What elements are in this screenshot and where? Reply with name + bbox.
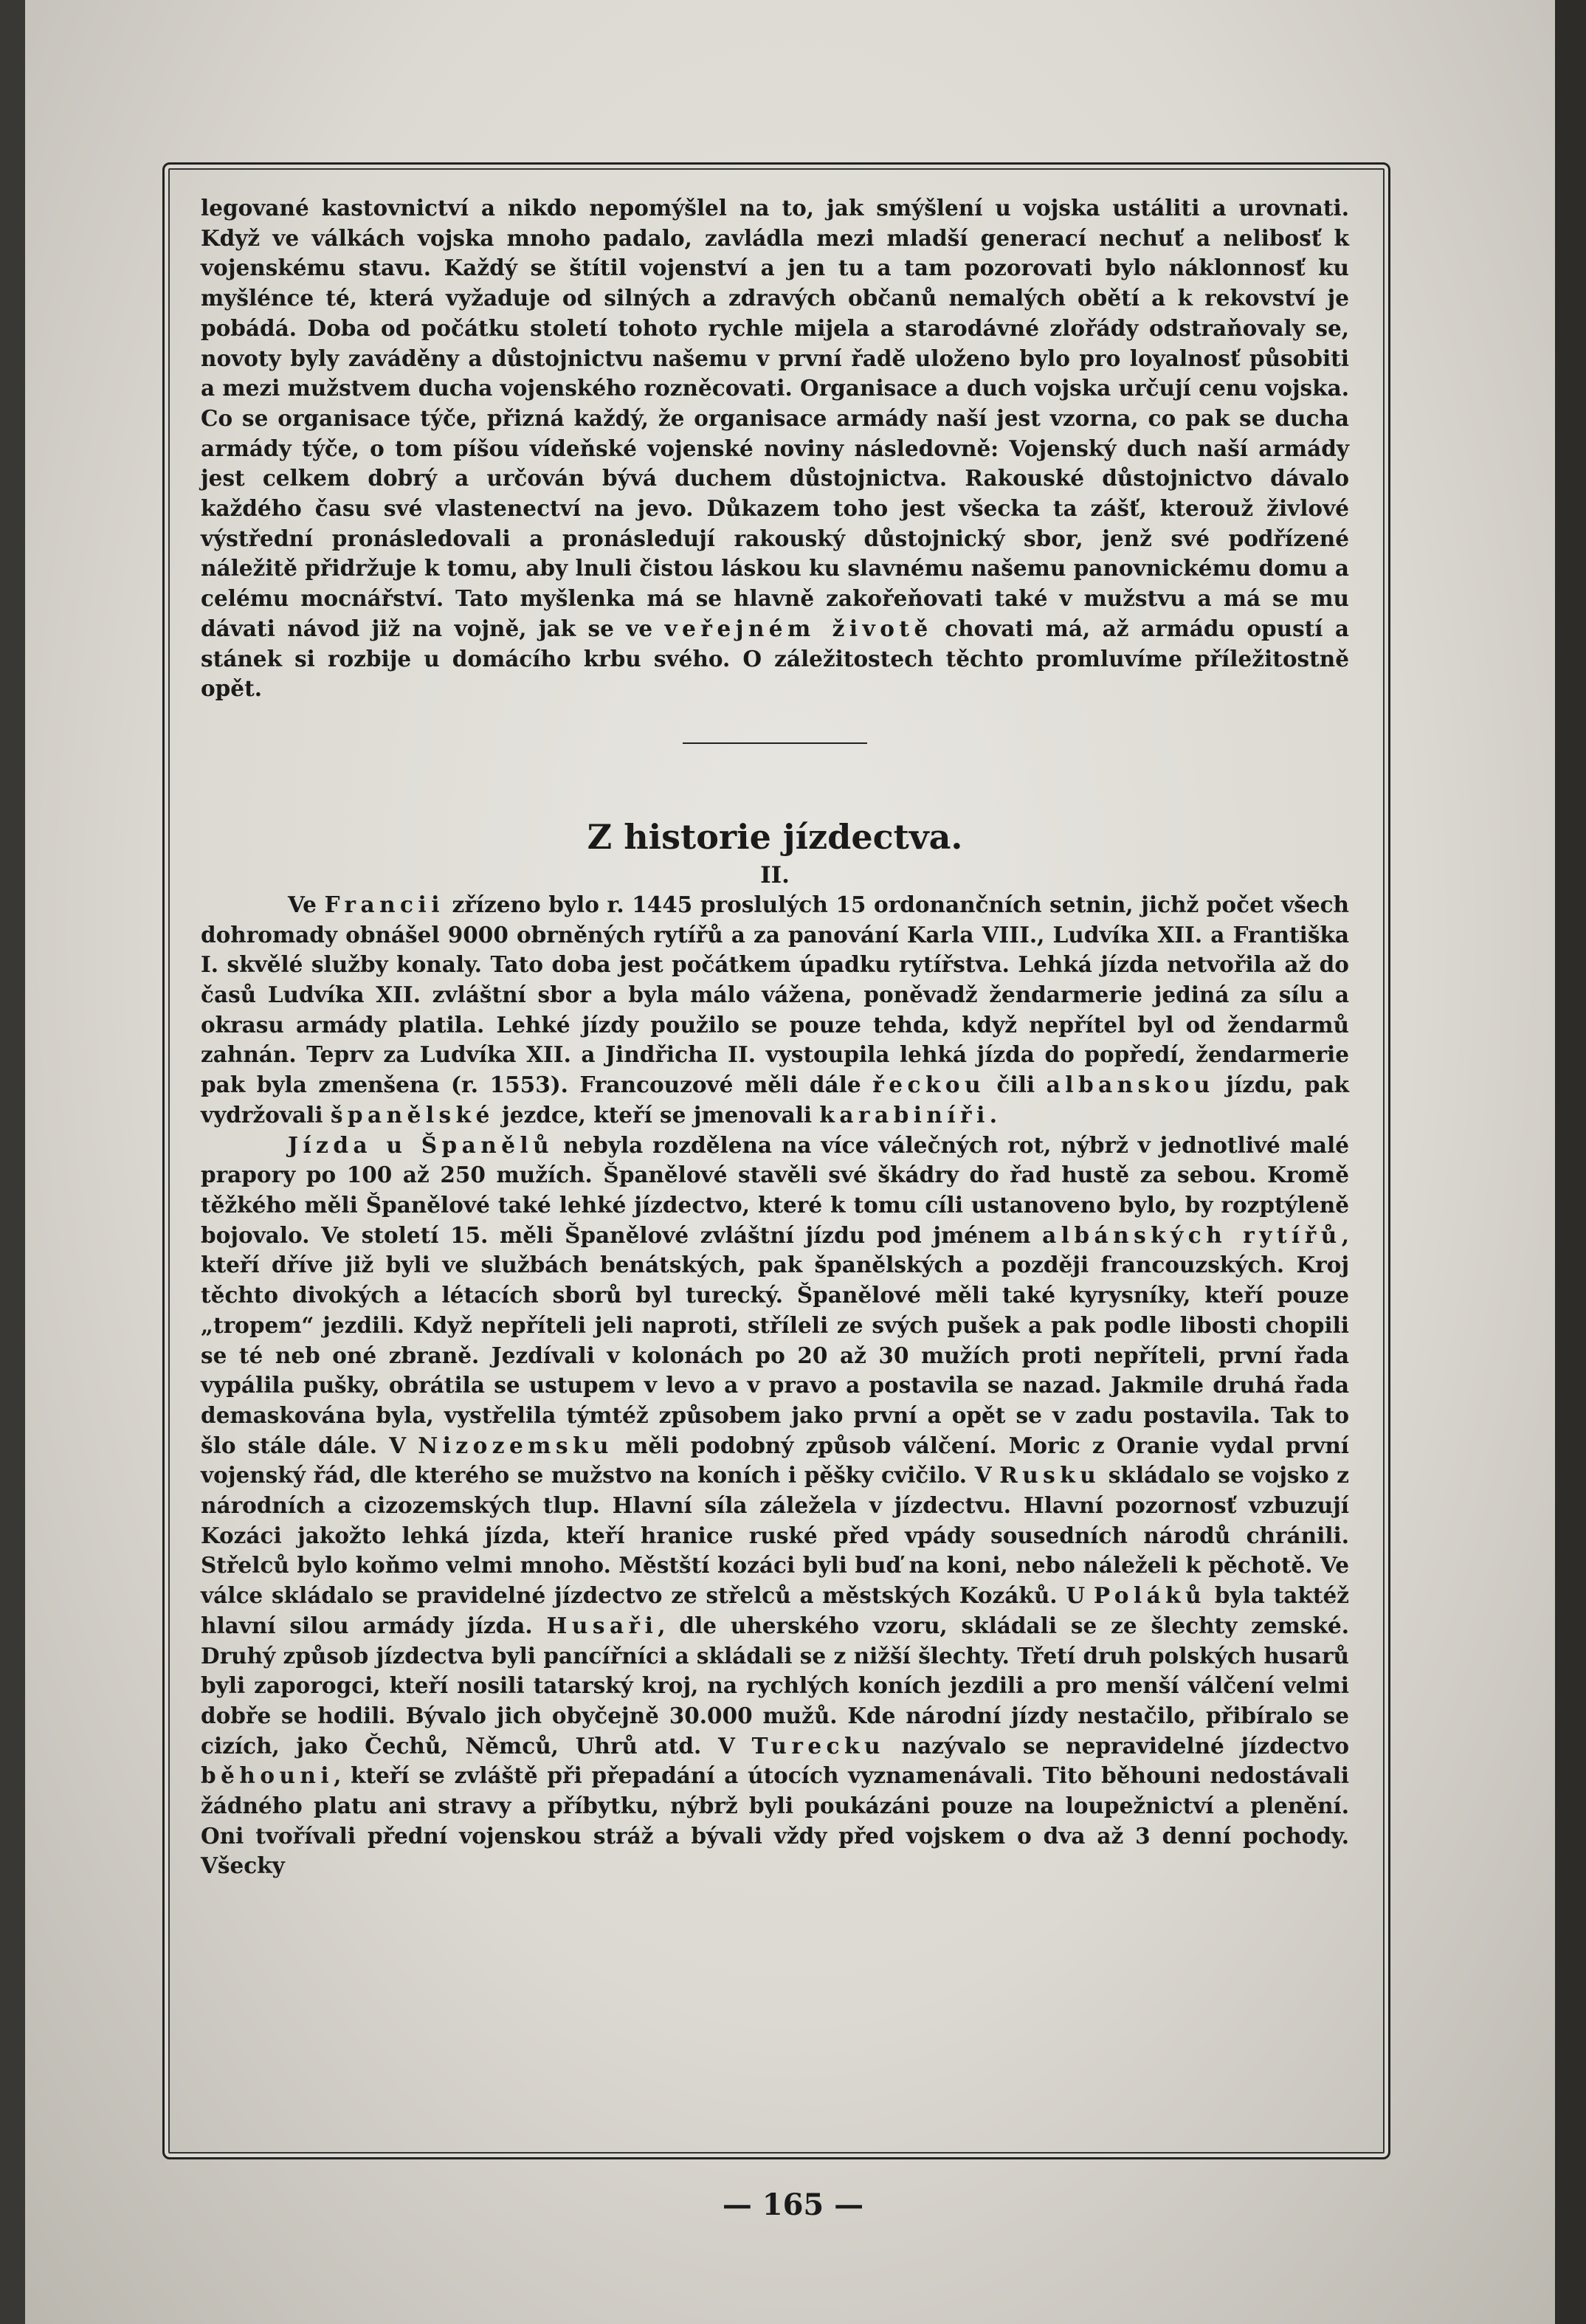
p2-text-c: měli podobný způsob válčení. Moric z Oranie vydal první vojenský řád, dle kterého se mužstvo na koních i pěšky cvičilo. V xyxy=(201,1432,1349,1489)
p1-text-e: jezdce, kteří se jmenovali xyxy=(494,1101,820,1128)
p2-spaced-jizda-u-spanelu: Jízda u Španělů xyxy=(288,1131,554,1158)
intro-spaced-phrase: veřejném životě xyxy=(664,615,933,641)
article-title: Z historie jízdectva. xyxy=(587,816,963,857)
scan-edge-left xyxy=(0,0,25,2324)
p2-text-d: skládalo se vojsko z národních a cizozemských tlup. Hlavní síla záležela v jízdectvu. Hlavní pozornosť vzbuzují Kozáci jakožto lehká jízda, kteří hranice ruské před vpády sousedních národů chránili. Střelců bylo koňmo velmi mnoho. Městští kozáci byli buď na koni, nebo náleželi k pěchotě. Ve válce skládalo se pravidelné jízdectvo ze střelců a městských Kozáků. U xyxy=(201,1462,1350,1609)
p1-text-d: jízdu, pak vydržovali xyxy=(201,1072,1349,1128)
p1-spaced-albanskou: albanskou xyxy=(1046,1072,1215,1098)
intro-text-a: legované kastovnictví a nikdo nepomýšlel na to, jak smýšlení u vojska ustáliti a urovnati. Když ve válkách vojska mnoho padalo, zavládla mezi mladší generací nechuť a nelibosť k vojenskému stavu. Každý se štítil vojenství a jen tu a tam pozorovati bylo náklonnosť ku myšlénce té, která vyžaduje od silných a zdravých občanů nemalých obětí a k rekovství je pobádá. Doba od počátku století tohoto rychle mijela a starodávné zlořády odstraňovaly se, novoty byly zaváděny a důstojnictvu našemu v první řadě uloženo bylo pro loyalnosť působiti a mezi mužstvem ducha vojenského rozněcovati. Organisace a duch vojska určují cenu vojska. Co se organisace týče, přizná každý, že organisace armády naší jest vzorna, co pak se ducha armády týče, o tom píšou vídeňské vojenské noviny následovně: Vojenský duch naší armády jest celkem dobrý a určován bývá duchem důstojnictva. Rakouské důstojnictvo dávalo každého času své vlastenectví na jevo. Důkazem toho jest všecka ta zášť, kterouž živlové výstřední pronásledovali a pronásledují rakouský důstojnický sbor, jenž své podřízené náležitě přidržuje k tomu, aby lnuli čistou láskou ku slavnému našemu panovnickému domu a celému mocnářství. Tato myšlenka má se hlavně zakořeňovati také v mužstvu a má se mu dávati návod již na vojně, jak se ve xyxy=(201,195,1349,641)
p1-spaced-spanelske: španělské xyxy=(330,1101,494,1128)
page-number: — 165 — xyxy=(722,2187,864,2222)
p2-text-h: , kteří se zvláště při přepadání a útocích vyznamenávali. Tito běhouni nedostávali žádného platu ani stravy a příbytku, nýbrž byli poukázáni pouze na loupežnictví a plenění. Oni tvořívali přední vojenskou stráž a bývali vždy před vojskem o dva až 3 denní pochody. Všecky xyxy=(201,1762,1349,1879)
p2-text-b: , kteří dříve již byli ve službách benátských, pak španělských a později francouzských. Kroj těchto divokých a létacích sborů byl turecký. Španělové měli také kyrysníky, kteří pouze „tropem“ jezdili. Když nepříteli jeli naproti, stříleli ze svých pušek a pak podle libosti chopili se té neb oné zbraně. Jezdívali v kolonách po 20 až 30 mužích proti nepříteli, první řada vypálila pušky, obrátila se ustupem v levo a v pravo a postavila se nazad. Jakmile druhá řada demaskována byla, vystřelila týmtéž způsobem jako první a opět se v zadu postavila. Tak to šlo stále dále. V xyxy=(201,1221,1349,1458)
section-divider xyxy=(683,742,867,744)
p2-spaced-rusku: Rusku xyxy=(999,1462,1101,1489)
p2-spaced-husari: Husaři xyxy=(546,1612,658,1638)
intro-paragraph xyxy=(201,193,1349,704)
p2-spaced-nizozemsku: Nizozemsku xyxy=(418,1432,613,1458)
p1-spaced-francii: Francii xyxy=(324,891,444,917)
p1-text-f: . xyxy=(989,1101,998,1128)
p1-spaced-reckou: řeckou xyxy=(872,1072,985,1098)
p2-text-f: , dle uherského vzoru, skládali se ze šlechty zemské. Druhý způsob jízdectva byli pancířníci a skládali se z nižší šlechty. Třetí druh polských husarů byli zaporogci, kteří nosili tatarský kroj, na rychlých koních jezdili a pro menší válčení velmi dobře se hodili. Bývalo jich obyčejně 30.000 mužů. Kde národní jízdy nestačilo, přibíralo se cizích, jako Čechů, Němců, Uhrů atd. V xyxy=(201,1612,1349,1759)
p1-text-b: zřízeno bylo r. 1445 proslulých 15 ordonančních setnin, jichž počet všech dohromady obnášel 9000 obrněných rytířů a za panování Karla VIII., Ludvíka XII. a Františka I. skvělé služby konaly. Tato doba jest počátkem úpadku rytířstva. Lehká jízda netvořila až do časů Ludvíka XII. zvláštní sbor a byla málo vážena, poněvadž žendarmerie jediná za sílu a okrasu armády platila. Lehké jízdy použilo se pouze tehda, když nepřítel byl od žendarmů zahnán. Teprv za Ludvíka XII. a Jindřicha II. vystoupila lehká jízda do popředí, žendarmerie pak byla zmenšena (r. 1553). Francouzové měli dále xyxy=(201,891,1349,1098)
scan-edge-right xyxy=(1555,0,1586,2324)
intro-text-b: chovati má, až armádu opustí a stánek si rozbije u domácího krbu svého. O záležitostech těchto promluvíme příležitostně opět. xyxy=(201,615,1349,702)
p2-spaced-behouni: běhouni xyxy=(201,1762,334,1789)
p1-text-a: Ve xyxy=(288,891,325,917)
article-paragraph-2 xyxy=(201,1131,1349,1882)
text-block xyxy=(201,193,1349,1881)
p2-spaced-polaku: Poláků xyxy=(1093,1582,1207,1609)
p1-spaced-karabiniri: karabiníři xyxy=(819,1101,990,1128)
p2-spaced-turecku: Turecku xyxy=(751,1732,885,1759)
p2-text-e: byla taktéž hlavní silou armády jízda. xyxy=(201,1582,1349,1638)
p1-text-c: čili xyxy=(985,1072,1047,1098)
article-paragraph-1 xyxy=(201,890,1349,1131)
p2-spaced-albanskych: albánských rytířů xyxy=(1042,1221,1342,1248)
article-part: II. xyxy=(760,861,790,889)
p2-text-a: nebyla rozdělena na více válečných rot, nýbrž v jednotlivé malé prapory po 100 až 250 mužích. Španělové stavěli své škádry do řad hustě za sebou. Kromě těžkého měli Španělové také lehké jízdectvo, které k tomu cíli ustanoveno bylo, by rozptýleně bojovalo. Ve století 15. měli Španělové zvláštní jízdu pod jménem xyxy=(201,1131,1349,1248)
p2-text-g: nazývalo se nepravidelné jízdectvo xyxy=(884,1732,1349,1759)
